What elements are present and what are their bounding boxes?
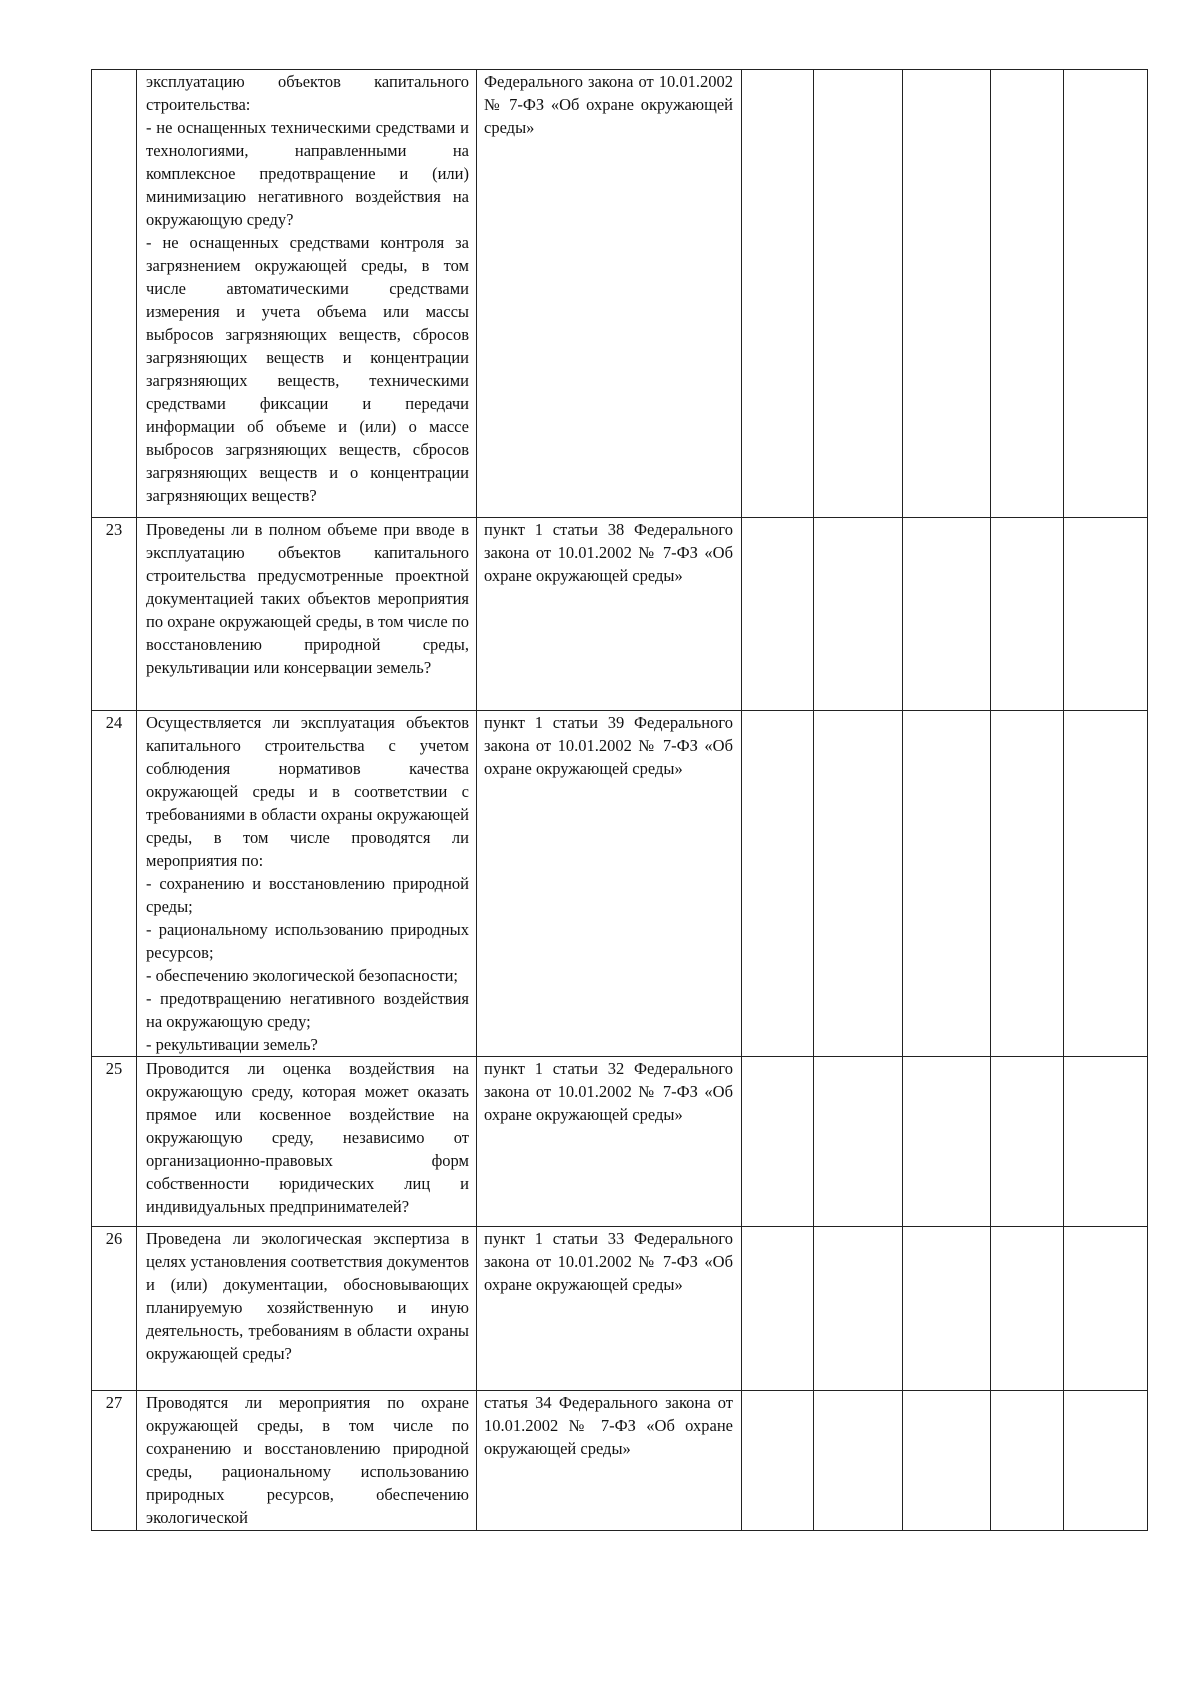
answer-cell[interactable]: [1064, 1227, 1148, 1391]
table-row: [92, 711, 1148, 1057]
table-row: [92, 518, 1148, 711]
answer-cell[interactable]: [1064, 1391, 1148, 1531]
question-text: Осуществляется ли эксплуатация объектов капитального строительства с учетом соблюдения нормативов качества окружающей среды и в соответствии с требованиями в области охраны окружающей среды, в том числе проводятся ли мероприятия по: - сохранению и восстановлению природной среды; - рациональному использованию природных ресурсов; - обеспечению экологической безопасности; - предотвращению негативного воздействия на окружающую среду; - рекультивации земель?: [137, 711, 477, 1057]
table-row: [92, 1057, 1148, 1227]
table-row: [92, 1227, 1148, 1391]
answer-cell[interactable]: [903, 1057, 991, 1227]
answer-cell[interactable]: [1064, 518, 1148, 711]
answer-cell[interactable]: [814, 1057, 903, 1227]
checklist-page: [91, 69, 1147, 1531]
answer-cell[interactable]: [991, 1057, 1064, 1227]
question-text: эксплуатацию объектов капитального строительства: - не оснащенных техническими средствами и технологиями, направленными на комплексное предотвращение и (или) минимизацию негативного воздействия на окружающую среду? - не оснащенных средствами контроля за загрязнением окружающей среды, в том числе автоматическими средствами измерения и учета объема или массы выбросов загрязняющих веществ, сбросов загрязняющих веществ и концентрации загрязняющих веществ, техническими средствами фиксации и передачи информации об объеме и (или) о массе выбросов загрязняющих веществ, сбросов загрязняющих веществ и о концентрации загрязняющих веществ?: [137, 70, 477, 518]
table-row: [92, 1391, 1148, 1531]
answer-cell[interactable]: [814, 1227, 903, 1391]
answer-cell[interactable]: [742, 518, 814, 711]
legal-reference: статья 34 Федерального закона от 10.01.2002 № 7-ФЗ «Об охране окружающей среды»: [477, 1391, 742, 1531]
row-number: 26: [92, 1227, 137, 1391]
legal-reference: Федерального закона от 10.01.2002 № 7-ФЗ «Об охране окружающей среды»: [477, 70, 742, 518]
answer-cell[interactable]: [903, 1227, 991, 1391]
answer-cell[interactable]: [1064, 70, 1148, 518]
answer-cell[interactable]: [991, 70, 1064, 518]
row-number: [92, 70, 137, 518]
answer-cell[interactable]: [903, 711, 991, 1057]
answer-cell[interactable]: [742, 70, 814, 518]
answer-cell[interactable]: [742, 1057, 814, 1227]
row-number: 25: [92, 1057, 137, 1227]
question-text: Проводится ли оценка воздействия на окружающую среду, которая может оказать прямое или косвенное воздействие на окружающую среду, независимо от организационно-правовых форм собственности юридических лиц и индивидуальных предпринимателей?: [137, 1057, 477, 1227]
answer-cell[interactable]: [814, 711, 903, 1057]
question-text: Проведены ли в полном объеме при вводе в эксплуатацию объектов капитального строительства предусмотренные проектной документацией таких объектов мероприятия по охране окружающей среды, в том числе по восстановлению природной среды, рекультивации или консервации земель?: [137, 518, 477, 711]
answer-cell[interactable]: [742, 711, 814, 1057]
answer-cell[interactable]: [742, 1227, 814, 1391]
answer-cell[interactable]: [991, 1227, 1064, 1391]
row-number: 24: [92, 711, 137, 1057]
question-text: Проводятся ли мероприятия по охране окружающей среды, в том числе по сохранению и восстановлению природной среды, рациональному использованию природных ресурсов, обеспечению экологической: [137, 1391, 477, 1531]
answer-cell[interactable]: [903, 1391, 991, 1531]
legal-reference: пункт 1 статьи 32 Федерального закона от 10.01.2002 № 7-ФЗ «Об охране окружающей среды»: [477, 1057, 742, 1227]
answer-cell[interactable]: [1064, 711, 1148, 1057]
answer-cell[interactable]: [991, 711, 1064, 1057]
legal-reference: пункт 1 статьи 39 Федерального закона от 10.01.2002 № 7-ФЗ «Об охране окружающей среды»: [477, 711, 742, 1057]
answer-cell[interactable]: [742, 1391, 814, 1531]
answer-cell[interactable]: [814, 1391, 903, 1531]
answer-cell[interactable]: [903, 70, 991, 518]
row-number: 23: [92, 518, 137, 711]
answer-cell[interactable]: [991, 518, 1064, 711]
legal-reference: пункт 1 статьи 33 Федерального закона от 10.01.2002 № 7-ФЗ «Об охране окружающей среды»: [477, 1227, 742, 1391]
answer-cell[interactable]: [903, 518, 991, 711]
answer-cell[interactable]: [814, 70, 903, 518]
row-number: 27: [92, 1391, 137, 1531]
answer-cell[interactable]: [814, 518, 903, 711]
answer-cell[interactable]: [1064, 1057, 1148, 1227]
checklist-table: [91, 69, 1148, 1531]
legal-reference: пункт 1 статьи 38 Федерального закона от 10.01.2002 № 7-ФЗ «Об охране окружающей среды»: [477, 518, 742, 711]
question-text: Проведена ли экологическая экспертиза в целях установления соответствия документов и (или) документации, обосновывающих планируемую хозяйственную и иную деятельность, требованиям в области охраны окружающей среды?: [137, 1227, 477, 1391]
answer-cell[interactable]: [991, 1391, 1064, 1531]
table-row: [92, 70, 1148, 518]
